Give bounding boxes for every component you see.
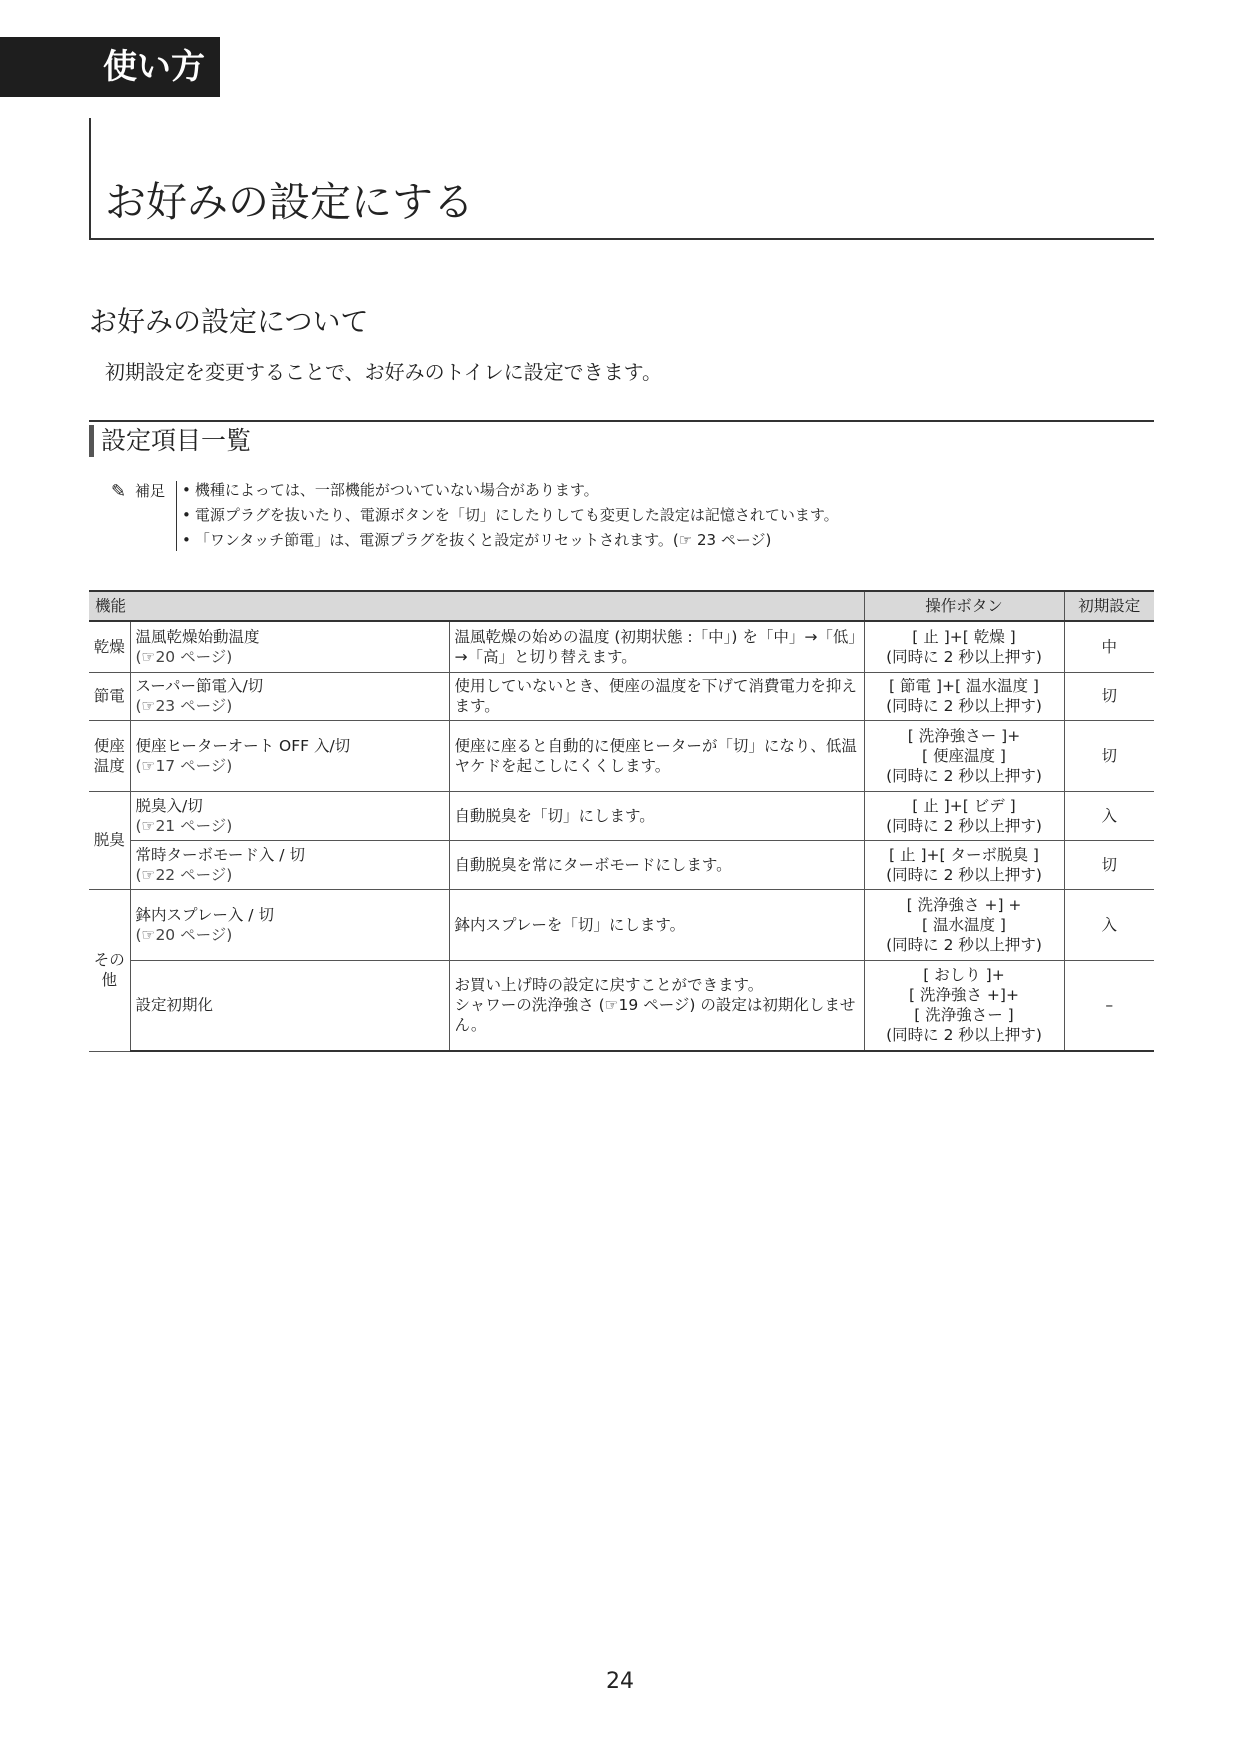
button-combo: [ 洗浄強さ +] + xyxy=(906,895,1022,914)
category-cell: 乾燥 xyxy=(89,621,130,672)
table-row xyxy=(89,840,1154,889)
table-header-row xyxy=(89,591,1154,621)
title-vertical-rule xyxy=(89,118,91,240)
note-label: 補足 xyxy=(135,482,166,500)
default-cell: 切 xyxy=(1064,720,1154,791)
table-row xyxy=(89,889,1154,960)
section-rule xyxy=(89,420,1154,422)
button-combo: [ 洗浄強さー ]+ xyxy=(907,726,1021,745)
table-row xyxy=(89,791,1154,840)
default-cell: 中 xyxy=(1064,621,1154,672)
category-cell: その他 xyxy=(89,889,130,1051)
button-combo: [ 温水温度 ] xyxy=(922,915,1006,934)
button-cell xyxy=(864,960,1064,1051)
page-reference: (☞20 ページ) xyxy=(135,925,233,944)
function-cell xyxy=(130,672,449,720)
description-cell: 温風乾燥の始めの温度 (初期状態 :「中」) を「中」→「低」→「高」と切り替えます。 xyxy=(449,621,864,672)
note-divider xyxy=(176,481,177,551)
default-cell: – xyxy=(1064,960,1154,1051)
function-cell xyxy=(130,621,449,672)
description-cell: 使用していないとき、便座の温度を下げて消費電力を抑えます。 xyxy=(449,672,864,720)
page-reference: (☞22 ページ) xyxy=(135,865,233,884)
description-cell: 自動脱臭を「切」にします。 xyxy=(449,791,864,840)
pencil-icon: ✎ xyxy=(111,481,127,502)
default-cell: 切 xyxy=(1064,672,1154,720)
button-combo: [ 止 ]+[ ビデ ] xyxy=(912,796,1016,815)
section-marker xyxy=(89,425,94,457)
description-cell: 自動脱臭を常にターボモードにします。 xyxy=(449,840,864,889)
page-reference: (☞23 ページ) xyxy=(135,697,233,715)
note-list xyxy=(182,478,839,553)
default-cell: 入 xyxy=(1064,889,1154,960)
function-cell xyxy=(130,840,449,889)
button-instruction: (同時に 2 秒以上押す) xyxy=(886,647,1042,666)
function-name: スーパー節電入/切 xyxy=(135,677,264,695)
subtitle: お好みの設定について xyxy=(89,305,369,338)
function-name: 便座ヒーターオート OFF 入/切 xyxy=(135,736,351,755)
table-row xyxy=(89,621,1154,672)
section-tab xyxy=(0,37,220,97)
button-cell xyxy=(864,672,1064,720)
category-cell: 便座 温度 xyxy=(89,720,130,791)
page-reference: (☞20 ページ) xyxy=(135,647,233,666)
function-name: 設定初期化 xyxy=(135,996,214,1015)
page-reference: (☞21 ページ) xyxy=(135,816,233,835)
button-instruction: (同時に 2 秒以上押す) xyxy=(886,1026,1042,1045)
button-instruction: (同時に 2 秒以上押す) xyxy=(886,697,1042,715)
button-combo: [ 節電 ]+[ 温水温度 ] xyxy=(889,677,1039,695)
function-cell xyxy=(130,960,449,1051)
button-combo: [ 洗浄強さー ] xyxy=(914,1006,1014,1025)
note-item: • 「ワンタッチ節電」は、電源プラグを抜くと設定がリセットされます。(☞ 23 ページ) xyxy=(182,528,839,553)
page-number: 24 xyxy=(606,1669,634,1694)
button-instruction: (同時に 2 秒以上押す) xyxy=(886,766,1042,785)
table-row xyxy=(89,720,1154,791)
button-combo: [ 洗浄強さ +]+ xyxy=(909,986,1019,1005)
function-name: 脱臭入/切 xyxy=(135,796,203,815)
description-cell: お買い上げ時の設定に戻すことができます。 シャワーの洗浄強さ (☞19 ページ) の設定は初期化しません。 xyxy=(449,960,864,1051)
table-row xyxy=(89,672,1154,720)
category-cell: 節電 xyxy=(89,672,130,720)
function-cell xyxy=(130,720,449,791)
button-instruction: (同時に 2 秒以上押す) xyxy=(886,935,1042,954)
function-cell xyxy=(130,889,449,960)
function-cell xyxy=(130,791,449,840)
category-cell: 脱臭 xyxy=(89,791,130,889)
section-title: 設定項目一覧 xyxy=(101,426,252,455)
description-cell: 便座に座ると自動的に便座ヒーターが「切」になり、低温ヤケドを起こしにくくします。 xyxy=(449,720,864,791)
button-combo: [ 止 ]+[ ターボ脱臭 ] xyxy=(889,845,1039,864)
button-combo: [ おしり ]+ xyxy=(923,966,1005,985)
default-cell: 切 xyxy=(1064,840,1154,889)
function-name: 鉢内スプレー入 / 切 xyxy=(135,905,274,924)
page-title: お好みの設定にする xyxy=(105,178,474,226)
button-instruction: (同時に 2 秒以上押す) xyxy=(886,816,1042,835)
default-cell: 入 xyxy=(1064,791,1154,840)
section-tab-label: 使い方 xyxy=(103,47,205,87)
button-cell xyxy=(864,791,1064,840)
header-function: 機能 xyxy=(89,591,864,621)
title-horizontal-rule xyxy=(89,238,1154,240)
note-item: • 電源プラグを抜いたり、電源ボタンを「切」にしたりしても変更した設定は記憶されています。 xyxy=(182,503,839,528)
button-cell xyxy=(864,720,1064,791)
button-cell xyxy=(864,889,1064,960)
description-cell: 鉢内スプレーを「切」にします。 xyxy=(449,889,864,960)
page-reference: (☞17 ページ) xyxy=(135,756,233,775)
header-default: 初期設定 xyxy=(1064,591,1154,621)
settings-table xyxy=(89,590,1154,1052)
intro-text: 初期設定を変更することで、お好みのトイレに設定できます。 xyxy=(105,360,662,384)
function-name: 温風乾燥始動温度 xyxy=(135,627,260,646)
button-combo: [ 止 ]+[ 乾燥 ] xyxy=(912,627,1016,646)
note-item: • 機種によっては、一部機能がついていない場合があります。 xyxy=(182,478,839,503)
button-cell xyxy=(864,840,1064,889)
button-combo: [ 便座温度 ] xyxy=(922,746,1006,765)
header-button: 操作ボタン xyxy=(864,591,1064,621)
table-row xyxy=(89,960,1154,1051)
button-instruction: (同時に 2 秒以上押す) xyxy=(886,865,1042,884)
function-name: 常時ターボモード入 / 切 xyxy=(135,845,305,864)
button-cell xyxy=(864,621,1064,672)
